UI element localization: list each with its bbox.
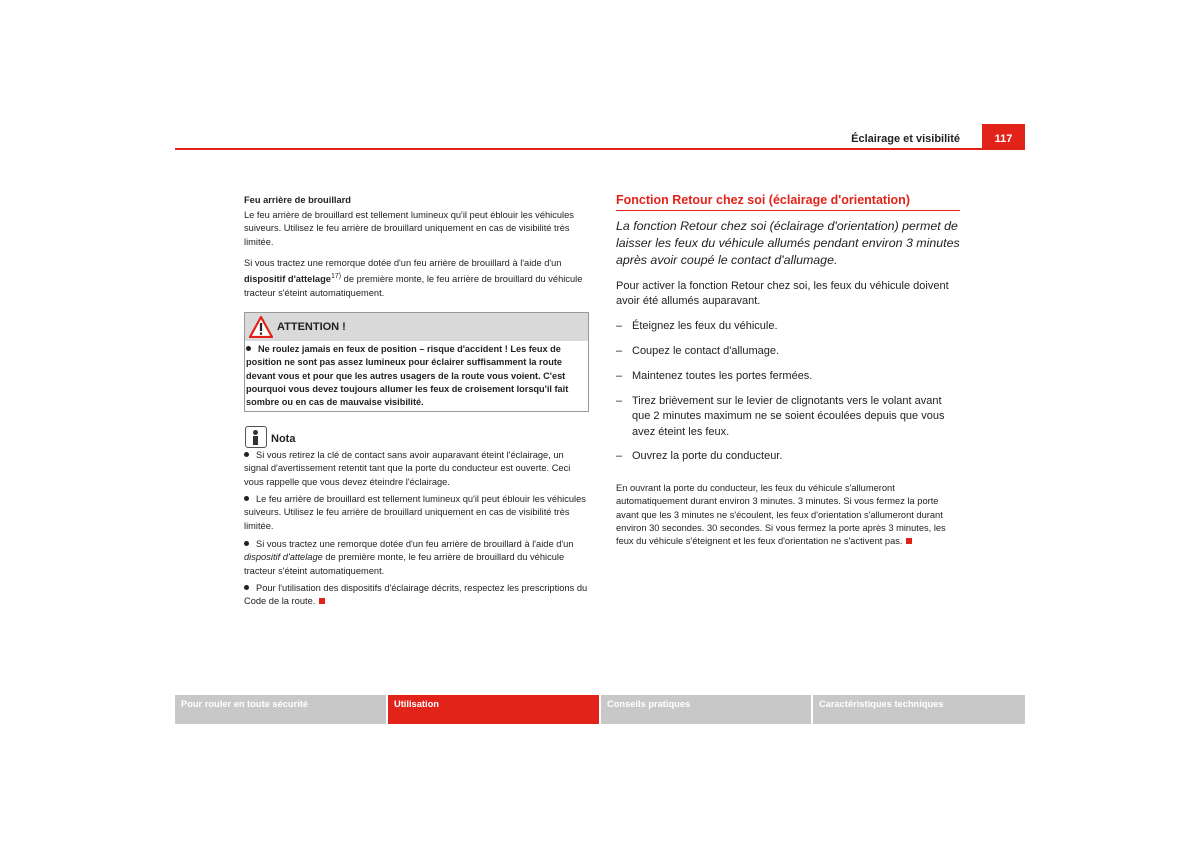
step-5: Ouvrez la porte du conducteur. bbox=[632, 450, 783, 462]
step-4: Tirez brièvement sur le levier de clignotants vers le volant avant que 2 minutes maximum ne se soient écoulées depuis que vous avez éteint les feux. bbox=[632, 395, 945, 438]
paragraph-trailer-bold: dispositif d'attelage bbox=[244, 274, 331, 285]
note-item-3-italic: dispositif d'attelage bbox=[244, 552, 323, 563]
end-marker bbox=[906, 538, 912, 544]
page-number: 117 bbox=[982, 124, 1025, 148]
tab-safety[interactable] bbox=[175, 695, 386, 724]
step-2: Coupez le contact d'allumage. bbox=[632, 345, 780, 357]
tab-practical-tips[interactable] bbox=[601, 695, 811, 724]
note-label: Nota bbox=[271, 433, 296, 445]
bullet bbox=[244, 585, 249, 590]
tab-label: Pour rouler en toute sécurité bbox=[181, 699, 309, 709]
end-marker bbox=[319, 598, 325, 604]
dash: – bbox=[616, 345, 623, 357]
note-item bbox=[244, 582, 588, 609]
bullet bbox=[246, 346, 251, 351]
section-title: Éclairage et visibilité bbox=[851, 133, 960, 145]
note-item-3-post: de première monte, le feu arrière de brouillard du véhicule tracteur s'éteint automatiquement. bbox=[244, 552, 565, 576]
dash: – bbox=[616, 450, 623, 462]
paragraph-trailer-text-pre: Si vous tractez une remorque dotée d'un feu arrière de brouillard à l'aide d'un bbox=[244, 258, 562, 268]
warning-label: ATTENTION ! bbox=[277, 321, 346, 333]
warning-text bbox=[246, 343, 584, 409]
paragraph-fog-light: Le feu arrière de brouillard est tellement lumineux qu'il peut éblouir les véhicules suiveurs. Utilisez le feu arrière de brouillard uniquement en cas de visibilité très limitée. bbox=[244, 210, 574, 247]
paragraph-trailer bbox=[244, 257, 588, 300]
step-1: Éteignez les feux du véhicule. bbox=[632, 320, 778, 332]
tab-technical-specs[interactable] bbox=[813, 695, 1025, 724]
section-heading: Fonction Retour chez soi (éclairage d'orientation) bbox=[616, 193, 910, 207]
dash: – bbox=[616, 370, 623, 382]
warning-box bbox=[244, 312, 589, 412]
note-item-3-pre: Si vous tractez une remorque dotée d'un feu arrière de brouillard à l'aide d'un bbox=[256, 539, 574, 549]
tab-label: Utilisation bbox=[394, 699, 439, 709]
note-item-2: Le feu arrière de brouillard est tellement lumineux qu'il peut éblouir les véhicules suiveurs. Utilisez le feu arrière de brouillard uniquement en cas de visibilité très limitée. bbox=[244, 494, 586, 531]
paragraph-activate: Pour activer la fonction Retour chez soi, les feux du véhicule doivent avoir été allumés auparavant. bbox=[616, 280, 949, 308]
bullet bbox=[244, 496, 249, 501]
warning-triangle-icon bbox=[249, 316, 273, 338]
tab-label: Conseils pratiques bbox=[607, 699, 691, 709]
bullet bbox=[244, 452, 249, 457]
note-item-1: Si vous retirez la clé de contact sans avoir auparavant éteint l'éclairage, un signal d'avertissement retentit tant que la porte du conducteur est ouverte. Ceci vous rappelle que vous devez éteindre l'éclairage. bbox=[244, 450, 571, 487]
note-item bbox=[244, 493, 588, 533]
subheading-fog-light: Feu arrière de brouillard bbox=[244, 195, 351, 205]
tab-utilisation[interactable] bbox=[388, 695, 599, 724]
warning-body: Ne roulez jamais en feux de position – risque d'accident ! Les feux de position ne sont pas assez lumineux pour éclairer suffisamment la route devant vous et pour que les autres usagers de la route vous voient. C'est pourquoi vous devez toujours allumer les feux de croisement lorsqu'il fait sombre ou en cas de mauvaise visibilité. bbox=[246, 344, 569, 408]
intro-paragraph: La fonction Retour chez soi (éclairage d'orientation) permet de laisser les feux du véhicule allumés pendant environ 3 minutes après avoir coupé le contact d'allumage. bbox=[616, 219, 960, 267]
heading-rule bbox=[616, 210, 960, 211]
note-item bbox=[244, 538, 588, 578]
small-paragraph bbox=[616, 482, 960, 548]
step-3: Maintenez toutes les portes fermées. bbox=[632, 370, 813, 382]
small-paragraph-text: En ouvrant la porte du conducteur, les feux du véhicule s'allumeront automatiquement durant environ 3 minutes. 3 minutes. Si vous fermez la porte avant que les 3 minutes ne s'écoulent, les feux d'orientation s'allumeront durant environ 30 secondes. 30 secondes. Si vous fermez la porte après 3 minutes, les feux du véhicule s'éteignent et les feux d'orientation ne s'activent pas. bbox=[616, 483, 946, 547]
info-icon bbox=[245, 426, 267, 448]
note-item bbox=[244, 449, 588, 489]
note-item-4: Pour l'utilisation des dispositifs d'éclairage décrits, respectez les prescriptions du Code de la route. bbox=[244, 583, 588, 607]
warning-header bbox=[245, 313, 588, 341]
bullet bbox=[244, 541, 249, 546]
dash: – bbox=[616, 395, 623, 407]
header-rule bbox=[175, 148, 1025, 150]
paragraph-trailer-text-post: de première monte, le feu arrière de brouillard du véhicule tracteur s'éteint automatiquement. bbox=[244, 274, 583, 298]
footnote-ref: 17) bbox=[330, 273, 342, 281]
dash: – bbox=[616, 320, 623, 332]
tab-label: Caractéristiques techniques bbox=[819, 699, 944, 709]
